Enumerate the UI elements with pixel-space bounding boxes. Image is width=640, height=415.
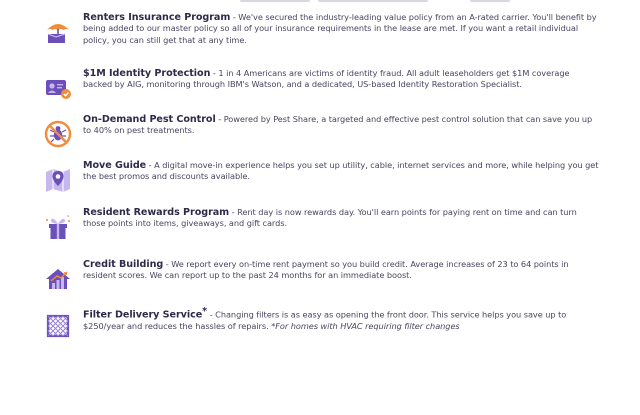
clipped-text-fragment — [470, 0, 510, 2]
benefit-text — [83, 306, 600, 333]
title-separator: - — [230, 12, 239, 22]
title-asterisk: * — [202, 306, 208, 317]
benefit-description: Rent day is now rewards day. You'll earn points for paying rent on time and can turn those points into items, giveaways, and gift cards. — [83, 207, 577, 229]
identity-card-icon — [40, 70, 76, 106]
clipped-text-fragment — [318, 0, 428, 2]
benefit-move-guide — [40, 160, 600, 198]
benefit-title: Credit Building — [83, 259, 164, 270]
benefit-resident-rewards — [40, 207, 600, 245]
benefit-text — [83, 207, 600, 230]
benefit-title: $1M Identity Protection — [83, 68, 211, 79]
title-separator: - — [215, 114, 224, 124]
benefit-title: Move Guide — [83, 160, 147, 171]
benefit-description: We report every on-time rent payment so you build credit. Average increases of 23 to 64 points in resident scores. We can report up to the past 24 months for an immediate boost. — [83, 259, 569, 281]
title-separator: - — [146, 160, 155, 170]
benefit-description: 1 in 4 Americans are victims of identity fraud. All adult leaseholders get $1M coverage backed by AIG, monitoring through IBM's Watson, and a dedicated, US-based Identity Restoration Specialist. — [83, 68, 570, 90]
map-pin-icon — [40, 162, 76, 198]
title-separator: - — [207, 309, 216, 320]
top-clipped-text — [0, 0, 640, 3]
footnote: *For homes with HVAC requiring filter changes — [271, 321, 460, 332]
benefit-credit-building — [40, 259, 600, 297]
clipped-text-fragment — [240, 0, 310, 2]
no-bugs-icon — [40, 116, 76, 152]
benefit-title: Resident Rewards Program — [83, 207, 230, 218]
benefit-description: Powered by Pest Share, a targeted and effective pest control solution that can save you up to 40% on pest treatments. — [83, 114, 593, 136]
benefit-text — [83, 12, 600, 46]
benefit-text — [83, 259, 600, 282]
gift-icon — [40, 209, 76, 245]
benefit-identity-protection — [40, 68, 600, 106]
umbrella-icon — [40, 14, 76, 50]
benefit-description: A digital move-in experience helps you set up utility, cable, internet services and more, while helping you get the best promos and discounts available. — [83, 160, 599, 182]
benefit-description: Changing filters is as easy as opening the front door. This service helps you save up to $250/year and reduces the hassles of repairs. — [83, 309, 567, 332]
benefit-title: Filter Delivery Service — [83, 309, 203, 321]
benefit-text — [83, 68, 600, 91]
title-separator: - — [163, 259, 172, 269]
benefit-text — [83, 114, 600, 137]
benefit-text — [83, 160, 600, 183]
title-separator: - — [229, 207, 238, 217]
benefit-filter-delivery — [40, 306, 600, 344]
benefit-description: We've secured the industry-leading value policy from an A-rated carrier. You'll benefit by being added to our master policy so all of your insurance requirements in the lease are met. If you want a retail individual policy, you can still get that at any time. — [83, 12, 597, 45]
benefit-renters-insurance — [40, 12, 600, 50]
filter-icon — [40, 308, 76, 344]
house-chart-icon — [40, 261, 76, 297]
benefit-title: Renters Insurance Program — [83, 12, 231, 23]
benefit-pest-control — [40, 114, 600, 152]
title-separator: - — [210, 68, 219, 78]
benefit-title: On-Demand Pest Control — [83, 114, 216, 125]
